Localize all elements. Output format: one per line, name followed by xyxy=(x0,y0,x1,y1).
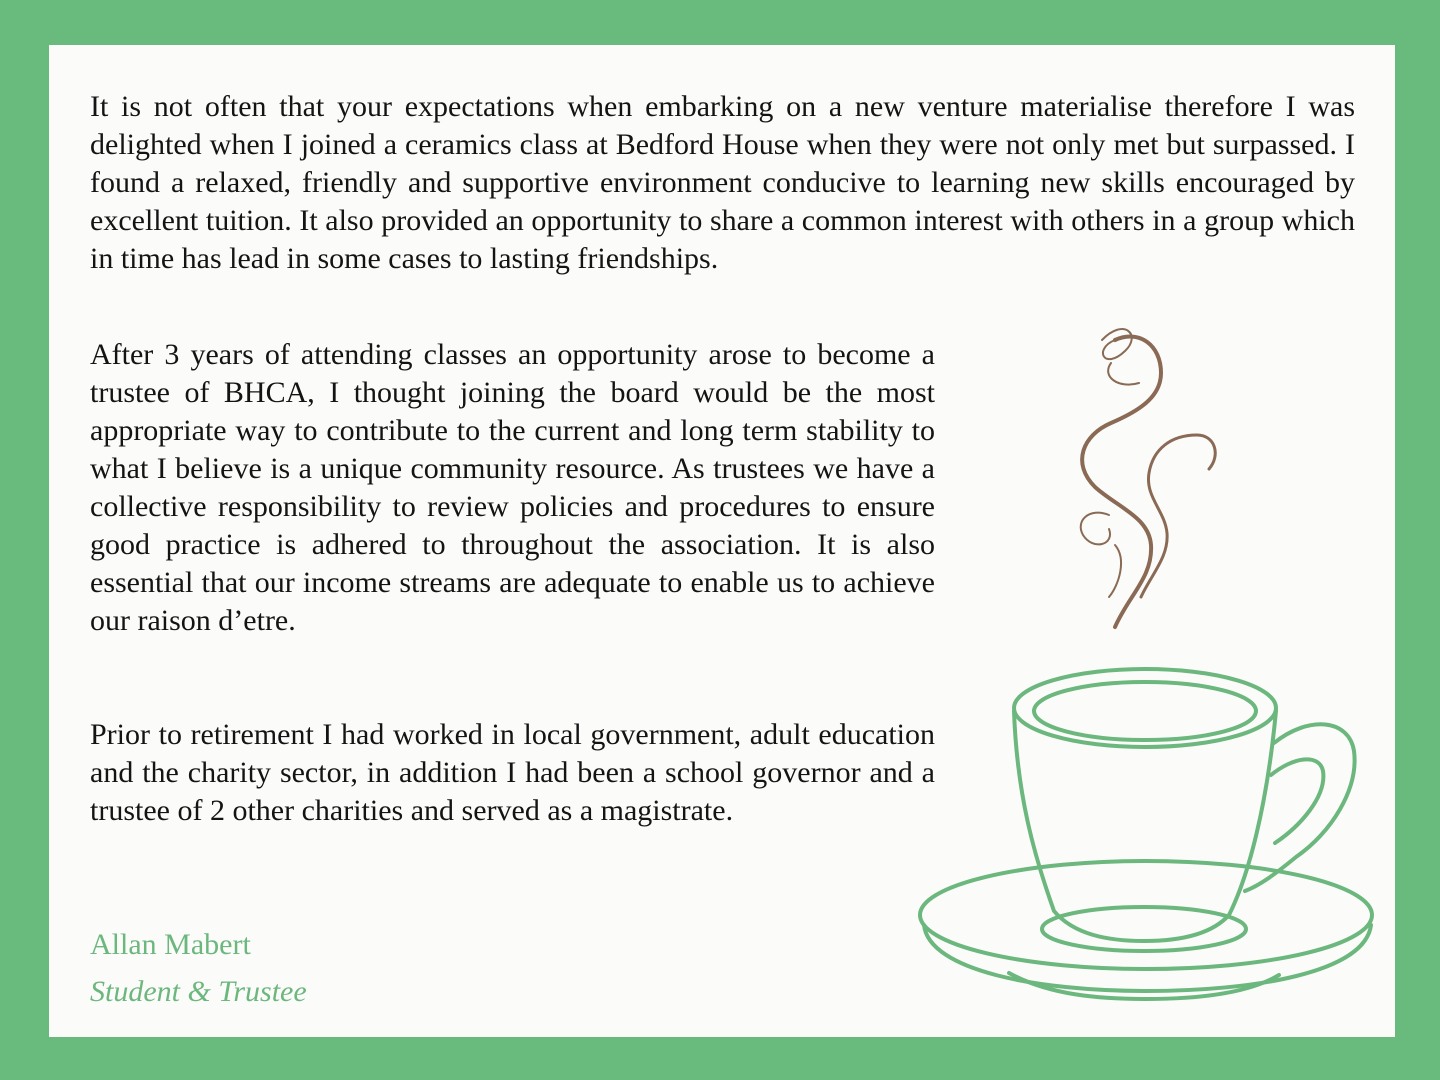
paragraph-background: Prior to retirement I had worked in local government, adult education and the charity sector, in addition I had been a school governor and a trustee of 2 other charities and served as a magistrate. xyxy=(90,718,935,827)
steam-icon xyxy=(1081,329,1216,627)
coffee-illustration xyxy=(49,45,1395,1037)
paragraph-trustee: After 3 years of attending classes an opportunity arose to become a trustee of BHCA, I thought joining the board would be the most appropriate way to contribute to the current and long term stability to what I believe is a unique community resource. As trustees we have a collective responsibility to review policies and procedures to ensure good practice is adhered to throughout the association. It is also essential that our income streams are adequate to enable us to achieve our raison d’etre. xyxy=(90,338,935,637)
author-role: Student & Trustee xyxy=(90,975,307,1008)
author-name: Allan Mabert xyxy=(90,928,251,961)
testimonial-card xyxy=(49,45,1395,1037)
paragraph-intro: It is not often that your expectations when embarking on a new venture materialise therefore I was delighted when I joined a ceramics class at Bedford House when they were not only met but surpassed. I found a relaxed, friendly and supportive environment conducive to learning new skills encouraged by excellent tuition. It also provided an opportunity to share a common interest with others in a group which in time has lead in some cases to lasting friendships. xyxy=(90,90,1355,275)
coffee-cup-icon xyxy=(920,669,1372,999)
